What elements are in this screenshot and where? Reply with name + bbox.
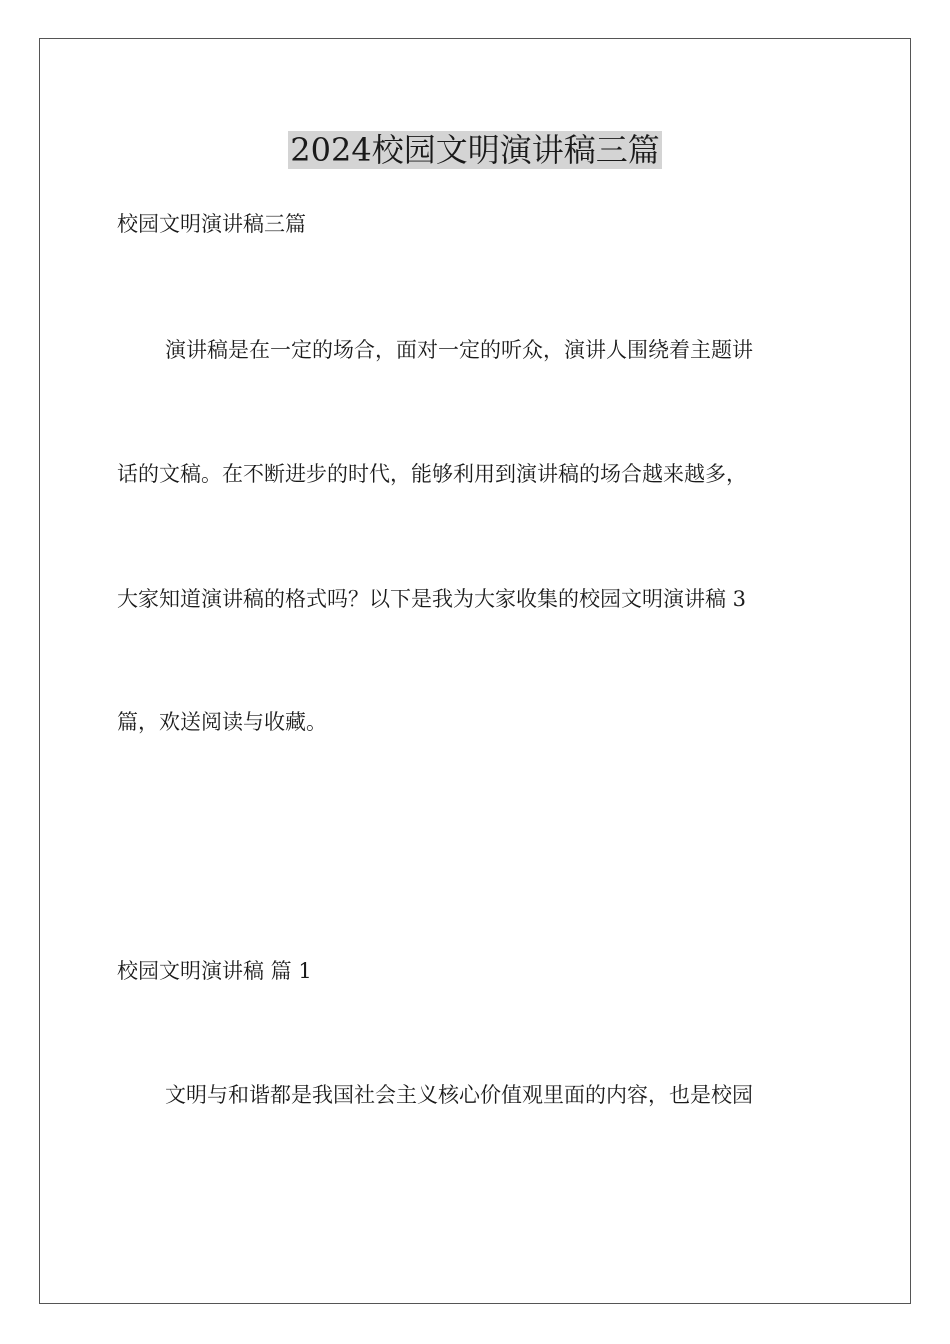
document-title-text: 2024校园文明演讲稿三篇: [290, 131, 660, 169]
intro-paragraph-line-4: 篇，欢送阅读与收藏。: [117, 710, 327, 734]
document-subtitle: 校园文明演讲稿三篇: [117, 212, 306, 236]
section-heading: 校园文明演讲稿 篇 1: [117, 959, 312, 983]
intro-paragraph-line-2: 话的文稿。在不断进步的时代，能够利用到演讲稿的场合越来越多，: [117, 462, 747, 486]
intro-paragraph-line-1: 演讲稿是在一定的场合，面对一定的听众，演讲人围绕着主题讲: [165, 338, 753, 362]
intro-paragraph-line-3: 大家知道演讲稿的格式吗？以下是我为大家收集的校园文明演讲稿 3: [117, 587, 747, 611]
document-title: [0, 128, 950, 172]
section-paragraph-line-1: 文明与和谐都是我国社会主义核心价值观里面的内容，也是校园: [165, 1083, 753, 1107]
